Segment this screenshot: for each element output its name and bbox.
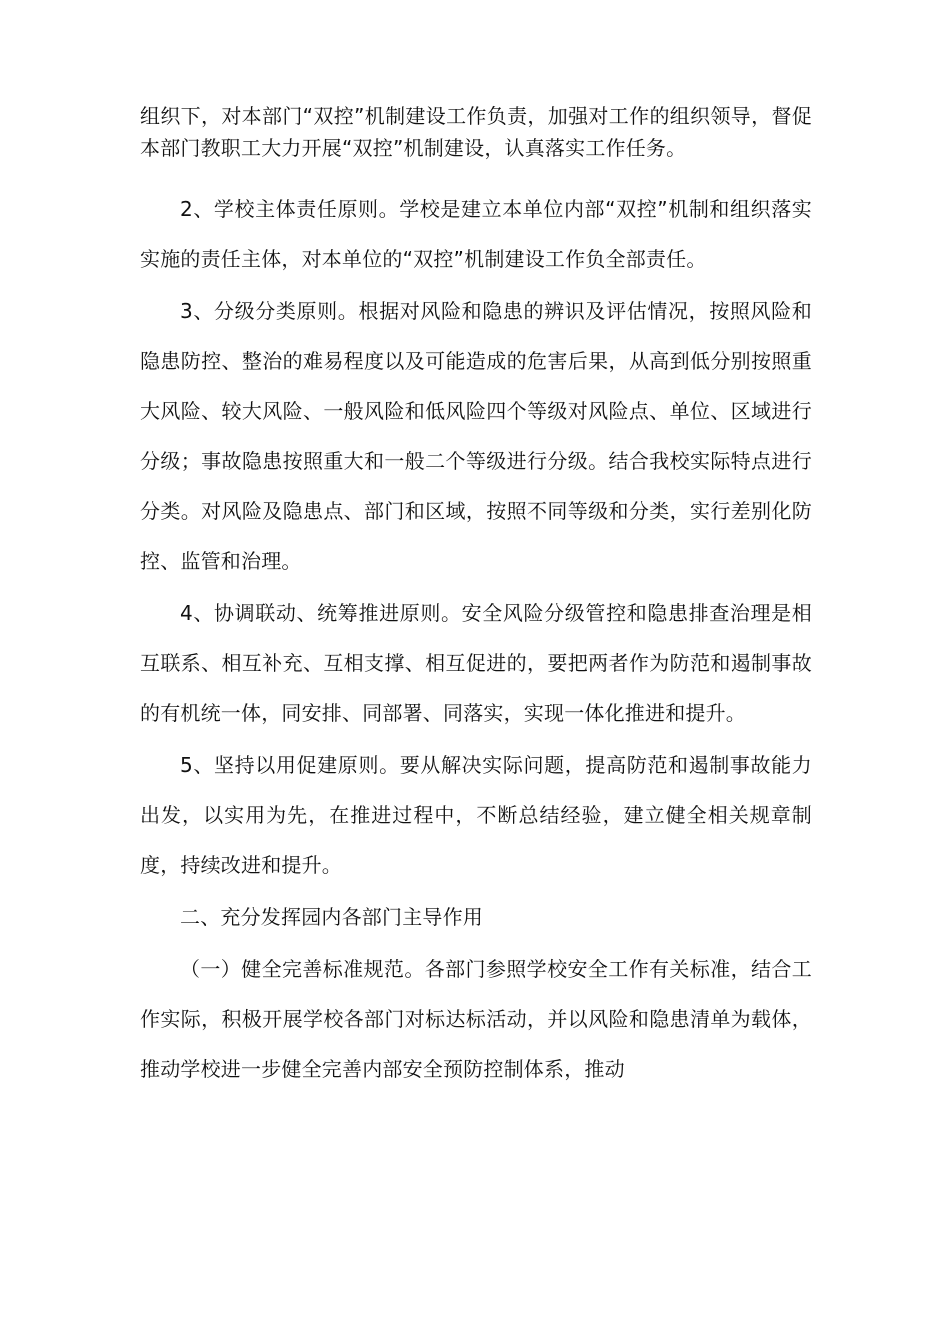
paragraph-principle-2: 2、学校主体责任原则。学校是建立本单位内部“双控”机制和组织落实实施的责任主体，对本单位的“双控”机制建设工作负全部责任。 (140, 197, 812, 271)
section-heading-2: 二、充分发挥园内各部门主导作用 (180, 905, 483, 929)
paragraph-subsection-1: （一）健全完善标准规范。各部门参照学校安全工作有关标准，结合工作实际，积极开展学校各部门对标达标活动，并以风险和隐患清单为载体，推动学校进一步健全完善内部安全预防控制体系，推动 (140, 957, 812, 1081)
paragraph-principle-3: 3、分级分类原则。根据对风险和隐患的辨识及评估情况，按照风险和隐患防控、整治的难易程度以及可能造成的危害后果，从高到低分别按照重大风险、较大风险、一般风险和低风险四个等级对风险点、单位、区域进行分级；事故隐患按照重大和一般二个等级进行分级。结合我校实际特点进行分类。对风险及隐患点、部门和区域，按照不同等级和分类，实行差别化防控、监管和治理。 (140, 299, 812, 573)
document-body (140, 100, 812, 1096)
paragraph-principle-4: 4、协调联动、统筹推进原则。安全风险分级管控和隐患排查治理是相互联系、相互补充、互相支撑、相互促进的，要把两者作为防范和遏制事故的有机统一体，同安排、同部署、同落实，实现一体化推进和提升。 (140, 601, 812, 725)
paragraph-continuation: 组织下，对本部门“双控”机制建设工作负责，加强对工作的组织领导，督促本部门教职工大力开展“双控”机制建设，认真落实工作任务。 (140, 104, 812, 160)
paragraph-principle-5: 5、坚持以用促建原则。要从解决实际问题，提高防范和遏制事故能力出发，以实用为先，在推进过程中，不断总结经验，建立健全相关规章制度，持续改进和提升。 (140, 753, 812, 877)
